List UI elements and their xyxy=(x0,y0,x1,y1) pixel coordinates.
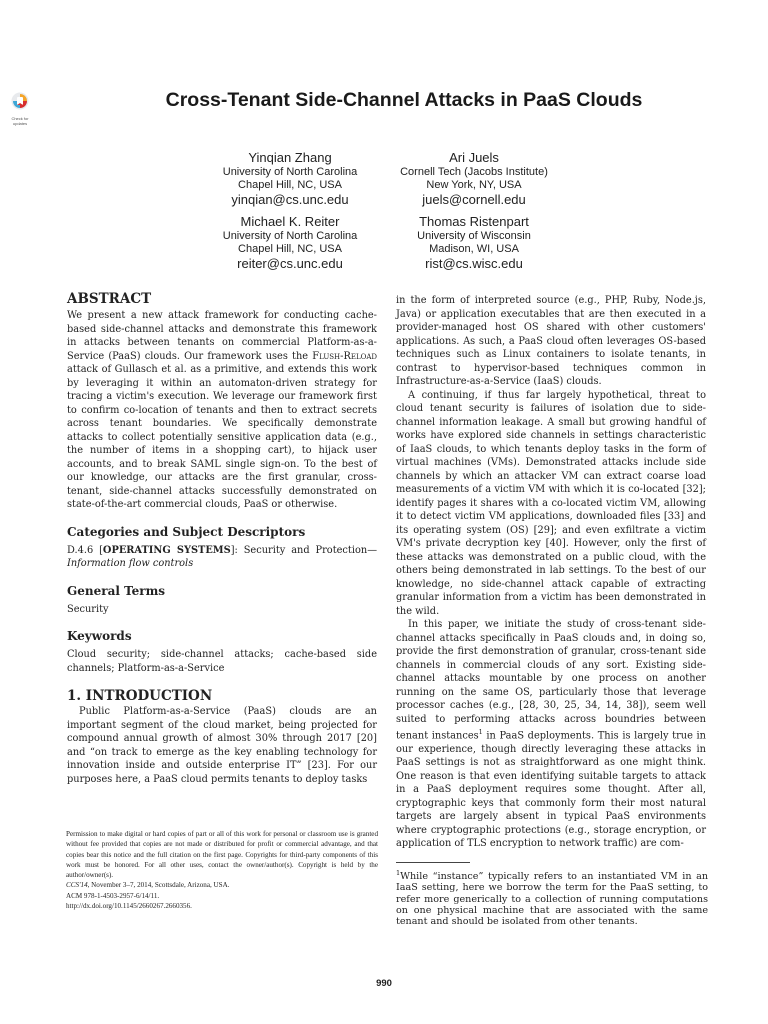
author-name: Yinqian Zhang xyxy=(248,150,332,165)
author-block xyxy=(195,213,385,272)
body-paragraph: A continuing, if thus far largely hypothetical, threat to cloud tenant security is failures of isolation due to side-channel information leakage. A small but growing handful of works have explored side channels in settings characteristic of IaaS clouds, to which tenants deploy tasks in the form of virtual machines (VMs). Demonstrated attacks include side channels by which an attacker VM can extract coarse load measurements of a victim VM with which it is co-located [32]; identify pages it shares with a co-located victim VM, allowing it to detect victim VM applications, downloaded files [33] and its operating system (OS) [29]; and even exfiltrate a victim VM's private decryption key [40]. However, only the first of these attacks was demonstrated on a public cloud, with the others being demonstrated in lab settings. To the best of our knowledge, no side-channel attack capable of extracting granular information from a victim has been demonstrated in the wild. xyxy=(396,389,706,617)
crossmark-icon xyxy=(11,92,29,112)
author-location: New York, NY, USA xyxy=(426,179,522,191)
footnote-marker: 1 xyxy=(478,728,483,736)
author-affiliation: University of Wisconsin xyxy=(417,230,531,242)
author-email[interactable]: yinqian@cs.unc.edu xyxy=(231,192,349,207)
author-block xyxy=(379,213,569,272)
categories-heading: Categories and Subject Descriptors xyxy=(67,524,306,539)
abstract-heading: ABSTRACT xyxy=(67,291,152,307)
paper-title: Cross-Tenant Side-Channel Attacks in PaaS Clouds xyxy=(165,89,643,111)
check-for-updates-badge[interactable] xyxy=(8,92,32,126)
conference-info: CCS'14, November 3–7, 2014, Scottsdale, Arizona, USA. xyxy=(66,881,230,890)
author-block xyxy=(379,149,569,208)
footnote xyxy=(396,868,708,928)
body-paragraph: in the form of interpreted source (e.g., PHP, Ruby, Node.js, Java) or application executables that are then executed in a provider-managed host OS shared with other customers' applications. As such, a PaaS cloud often leverages OS-based techniques such as Linux containers to isolate tenants, in contrast to hypervisor-based techniques common in Infrastructure-as-a-Service (IaaS) clouds. xyxy=(396,295,706,387)
abstract-text: We present a new attack framework for conducting cache-based side-channel attacks and demonstrate this framework in attacks between tenants on commercial Platform-as-a-Service (PaaS) clouds. Our framework uses the Flush-Reload attack of Gullasch et al. as a primitive, and extends this work by leveraging it within an automaton-driven strategy for tracing a victim's execution. We leverage our framework first to confirm co-location of tenants and then to extract secrets across tenant boundaries. We specifically demonstrate attacks to collect potentially sensitive application data (e.g., the number of items in a shopping cart), to hijack user accounts, and to break SAML single sign-on. To the best of our knowledge, our attacks are the first granular, cross-tenant, side-channel attacks successfully demonstrated on state-of-the-art commercial clouds, PaaS or otherwise. xyxy=(67,310,377,510)
keywords-heading: Keywords xyxy=(67,629,132,643)
author-affiliation: University of North Carolina xyxy=(222,230,358,242)
left-column xyxy=(67,291,377,786)
doi-link[interactable]: http://dx.doi.org/10.1145/2660267.2660356. xyxy=(66,902,192,911)
author-email[interactable]: juels@cornell.edu xyxy=(422,192,526,207)
author-email[interactable]: rist@cs.wisc.edu xyxy=(425,256,523,271)
author-affiliation: Cornell Tech (Jacobs Institute) xyxy=(400,166,548,178)
categories-text: D.4.6 [OPERATING SYSTEMS]: Security and Protection—Information flow controls xyxy=(67,544,377,569)
author-name: Michael K. Reiter xyxy=(240,214,340,229)
acm-isbn: ACM 978-1-4503-2957-6/14/11. xyxy=(66,891,160,900)
author-name: Thomas Ristenpart xyxy=(419,214,529,229)
author-location: Chapel Hill, NC, USA xyxy=(238,243,342,255)
permission-text: Permission to make digital or hard copies of part or all of this work for personal or classroom use is granted without fee provided that copies are not made or distributed for profit or commercial advantage, and that copies bear this notice and the full citation on the first page. Copyrights for third-party components of this work must be honored. For all other uses, contact the owner/author(s). Copyright is held by the author/owner(s). xyxy=(66,830,378,880)
introduction-heading: 1. INTRODUCTION xyxy=(67,688,213,704)
permission-notice xyxy=(66,829,378,911)
footnote-number: 1 xyxy=(396,869,401,877)
author-affiliation: University of North Carolina xyxy=(222,166,358,178)
keywords-text: Cloud security; side-channel attacks; cache-based side channels; Platform-as-a-Service xyxy=(67,649,377,674)
general-terms-text: Security xyxy=(67,603,109,615)
footnote-text: While “instance” typically refers to an instantiated VM in an IaaS setting, here we borrow the term for the PaaS setting, to refer more generically to a collection of running computations on one physical machine that are associated with the same tenant and should be isolated from other tenants. xyxy=(396,871,708,928)
general-terms-heading: General Terms xyxy=(67,583,166,598)
author-email[interactable]: reiter@cs.unc.edu xyxy=(237,256,343,271)
author-location: Madison, WI, USA xyxy=(429,243,519,255)
right-column xyxy=(396,294,706,851)
author-name: Ari Juels xyxy=(449,150,499,165)
body-paragraph: In this paper, we initiate the study of cross-tenant side-channel attacks specifically in PaaS clouds and, in doing so, provide the first demonstration of granular, cross-tenant side channels in commercial clouds of any sort. Existing side-channel attacks mountable by one process on another running on the same OS, particularly those that leverage processor caches (e.g., [28, 30, 25, 34, 14, 38]), seem well suited to performing attacks across boundries between tenant instances$^1$ in PaaS deployments. This is largely true in our experience, though directly leveraging these attacks in PaaS settings is not as straightforward as one might think. One reason is that even identifying suitable targets to attack in a PaaS deployment requires some thought. After all, cryptographic keys that commonly form their most natural targets are largely absent in typical PaaS environments where cryptographic protections (e.g., storage encryption, or application of TLS encryption to network traffic) are com- xyxy=(396,619,706,850)
author-location: Chapel Hill, NC, USA xyxy=(238,179,342,191)
page-number: 990 xyxy=(376,978,392,989)
introduction-paragraph: Public Platform-as-a-Service (PaaS) clouds are an important segment of the cloud market, being projected for compound annual growth of almost 30% through 2017 [20] and “on track to emerge as the key enabling technology for innovation inside and outside enterprise IT” [23]. For our purposes here, a PaaS cloud permits tenants to deploy tasks xyxy=(67,706,377,785)
badge-label: Check for updates xyxy=(11,116,29,126)
author-block xyxy=(195,149,385,208)
footnote-divider xyxy=(396,862,470,863)
